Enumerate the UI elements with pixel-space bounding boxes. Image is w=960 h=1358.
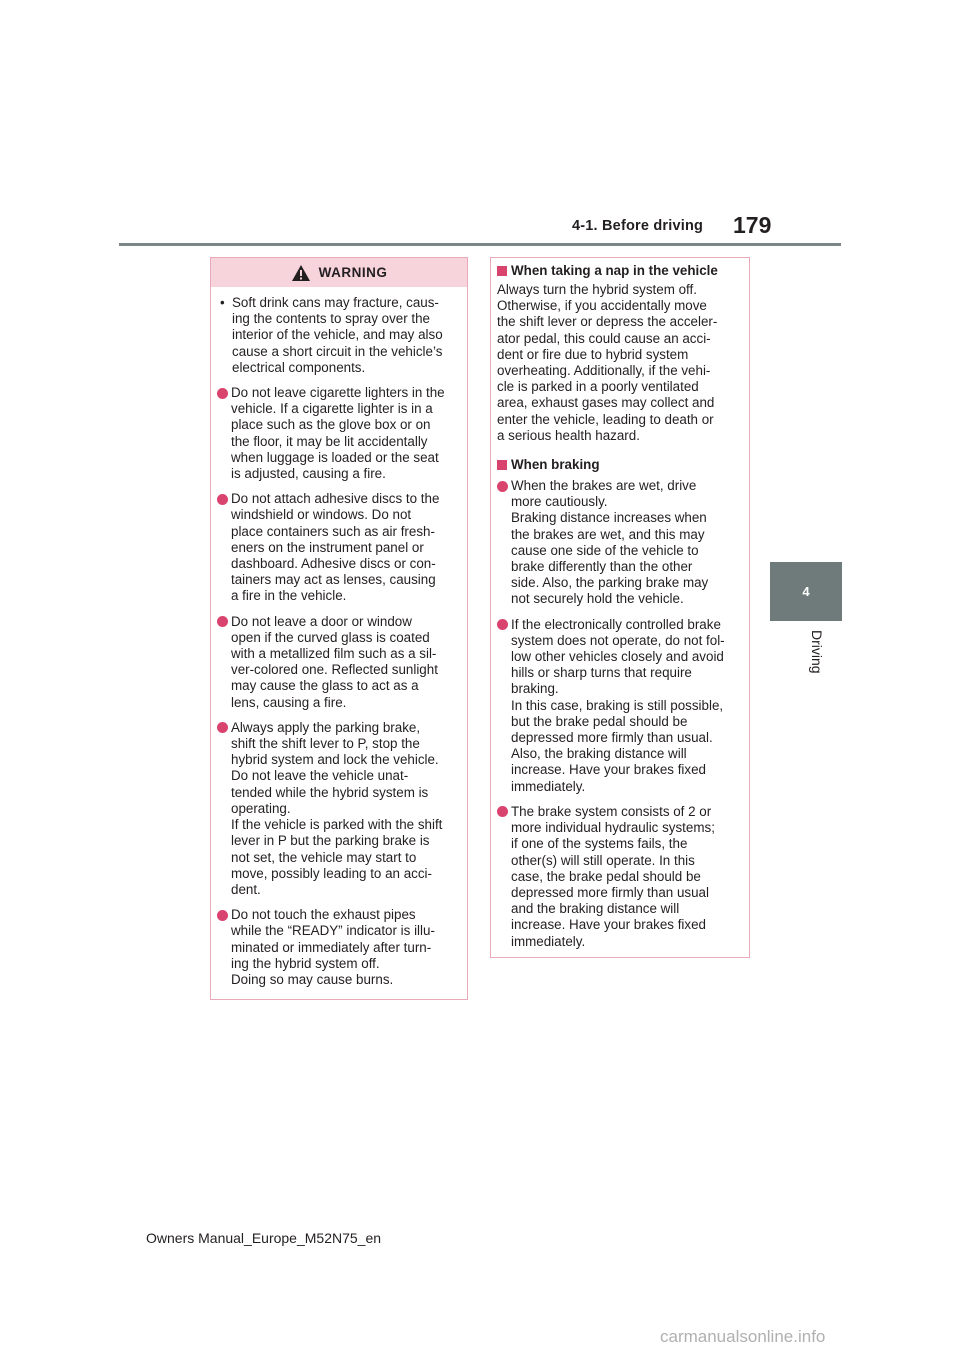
bullet-dot-icon <box>217 388 228 399</box>
warning-item-text: Soft drink cans may fracture, caus- ing the contents to spray over the interior of the vehicle, and may also cause a short circuit in the vehicle’s electrical components. <box>232 295 443 375</box>
watermark: carmanualsonline.info <box>660 1327 826 1346</box>
warning-item-text: Always apply the parking brake, shift the shift lever to P, stop the hybrid system and lock the vehicle. Do not leave the vehicle unat- tended while the hybrid system is operating. If the vehicle is parked with the shift lever in P but the parking brake is not set, the vehicle may start to move, possibly leading to an acci- dent. <box>231 719 443 897</box>
warning-item-text: Do not touch the exhaust pipes while the “READY” indicator is illu- minated or immediately after turn- ing the hybrid system off. Doing so may cause burns. <box>231 907 435 987</box>
warning-item-parking-brake <box>217 720 457 898</box>
warning-item-text: Do not leave a door or window open if the curved glass is coated with a metallized film such as a sil- ver-colored one. Reflected sunlight may cause the glass to act as a lens, causing a fire. <box>231 613 438 710</box>
header-rule <box>119 243 841 246</box>
warning-header <box>211 258 467 287</box>
dash-bullet: • <box>220 295 225 310</box>
nap-heading <box>497 262 741 279</box>
chapter-title: Driving <box>809 630 825 674</box>
warning-triangle-icon <box>291 264 311 282</box>
chapter-number: 4 <box>802 584 810 599</box>
chapter-tab <box>770 562 842 621</box>
bullet-dot-icon <box>497 481 508 492</box>
warning-box <box>210 257 468 1000</box>
bullet-dot-icon <box>217 722 228 733</box>
warning-item-soft-drink <box>217 295 457 376</box>
braking-item-text: The brake system consists of 2 or more individual hydraulic systems; if one of the systems fails, the other(s) will still operate. In this case, the brake pedal should be depressed more firmly than usual and the braking distance will increase. Have your brakes fixed immediately. <box>511 803 715 949</box>
warning-item-text: Do not attach adhesive discs to the windshield or windows. Do not place containers such as air fresh- eners on the instrument panel or dashboard. Adhesive discs or con- tainers may act as lenses, causing a fire in the vehicle. <box>231 491 440 604</box>
braking-item-text: When the brakes are wet, drive more cautiously. Braking distance increases when the brakes are wet, and this may cause one side of the vehicle to brake differently than the other side. Also, the parking brake may not securely hold the vehicle. <box>511 478 709 607</box>
warning-item-exhaust-pipes <box>217 907 457 988</box>
braking-item-electronic-brake <box>497 617 741 795</box>
bullet-dot-icon <box>497 806 508 817</box>
braking-item-text: If the electronically controlled brake system does not operate, do not fol- low other vehicles closely and avoid hills or sharp turns that require braking. In this case, braking is still possible, but the brake pedal should be depressed more firmly than usual. Also, the braking distance will increase. Have your brakes fixed immediately. <box>511 616 725 794</box>
bullet-dot-icon <box>217 616 228 627</box>
warning-item-text: Do not leave cigarette lighters in the vehicle. If a cigarette lighter is in a place such as the glove box or on the floor, it may be lit accidentally when luggage is loaded or the seat is adjusted, causing a fire. <box>231 385 445 482</box>
warning-item-cigarette-lighters <box>217 385 457 482</box>
page-number: 179 <box>733 212 772 238</box>
notes-box <box>490 257 750 958</box>
square-bullet-icon <box>497 266 507 276</box>
warning-body <box>211 287 467 988</box>
braking-item-hydraulic-systems <box>497 804 741 950</box>
header-section-title: 4-1. Before driving <box>572 218 704 234</box>
bullet-dot-icon <box>217 494 228 505</box>
bullet-dot-icon <box>497 619 508 630</box>
square-bullet-icon <box>497 460 507 470</box>
braking-heading <box>497 456 741 473</box>
nap-paragraph: Always turn the hybrid system off. Otherwise, if you accidentally move the shift lever or depress the acceler- ator pedal, this could cause an acci- dent or fire due to hybrid system overheating. Additionally, if the vehi- cle is parked in a poorly ventilated area, exhaust gases may collect and enter the vehicle, leading to death or a serious health hazard. <box>497 282 718 443</box>
footer-document-id: Owners Manual_Europe_M52N75_en <box>146 1230 382 1246</box>
braking-heading-text: When braking <box>511 457 600 473</box>
warning-title: WARNING <box>318 265 388 280</box>
nap-heading-text: When taking a nap in the vehicle <box>511 263 718 278</box>
warning-item-door-window <box>217 614 457 711</box>
bullet-dot-icon <box>217 910 228 921</box>
warning-item-adhesive-discs <box>217 491 457 604</box>
braking-item-wet-brakes <box>497 478 741 608</box>
